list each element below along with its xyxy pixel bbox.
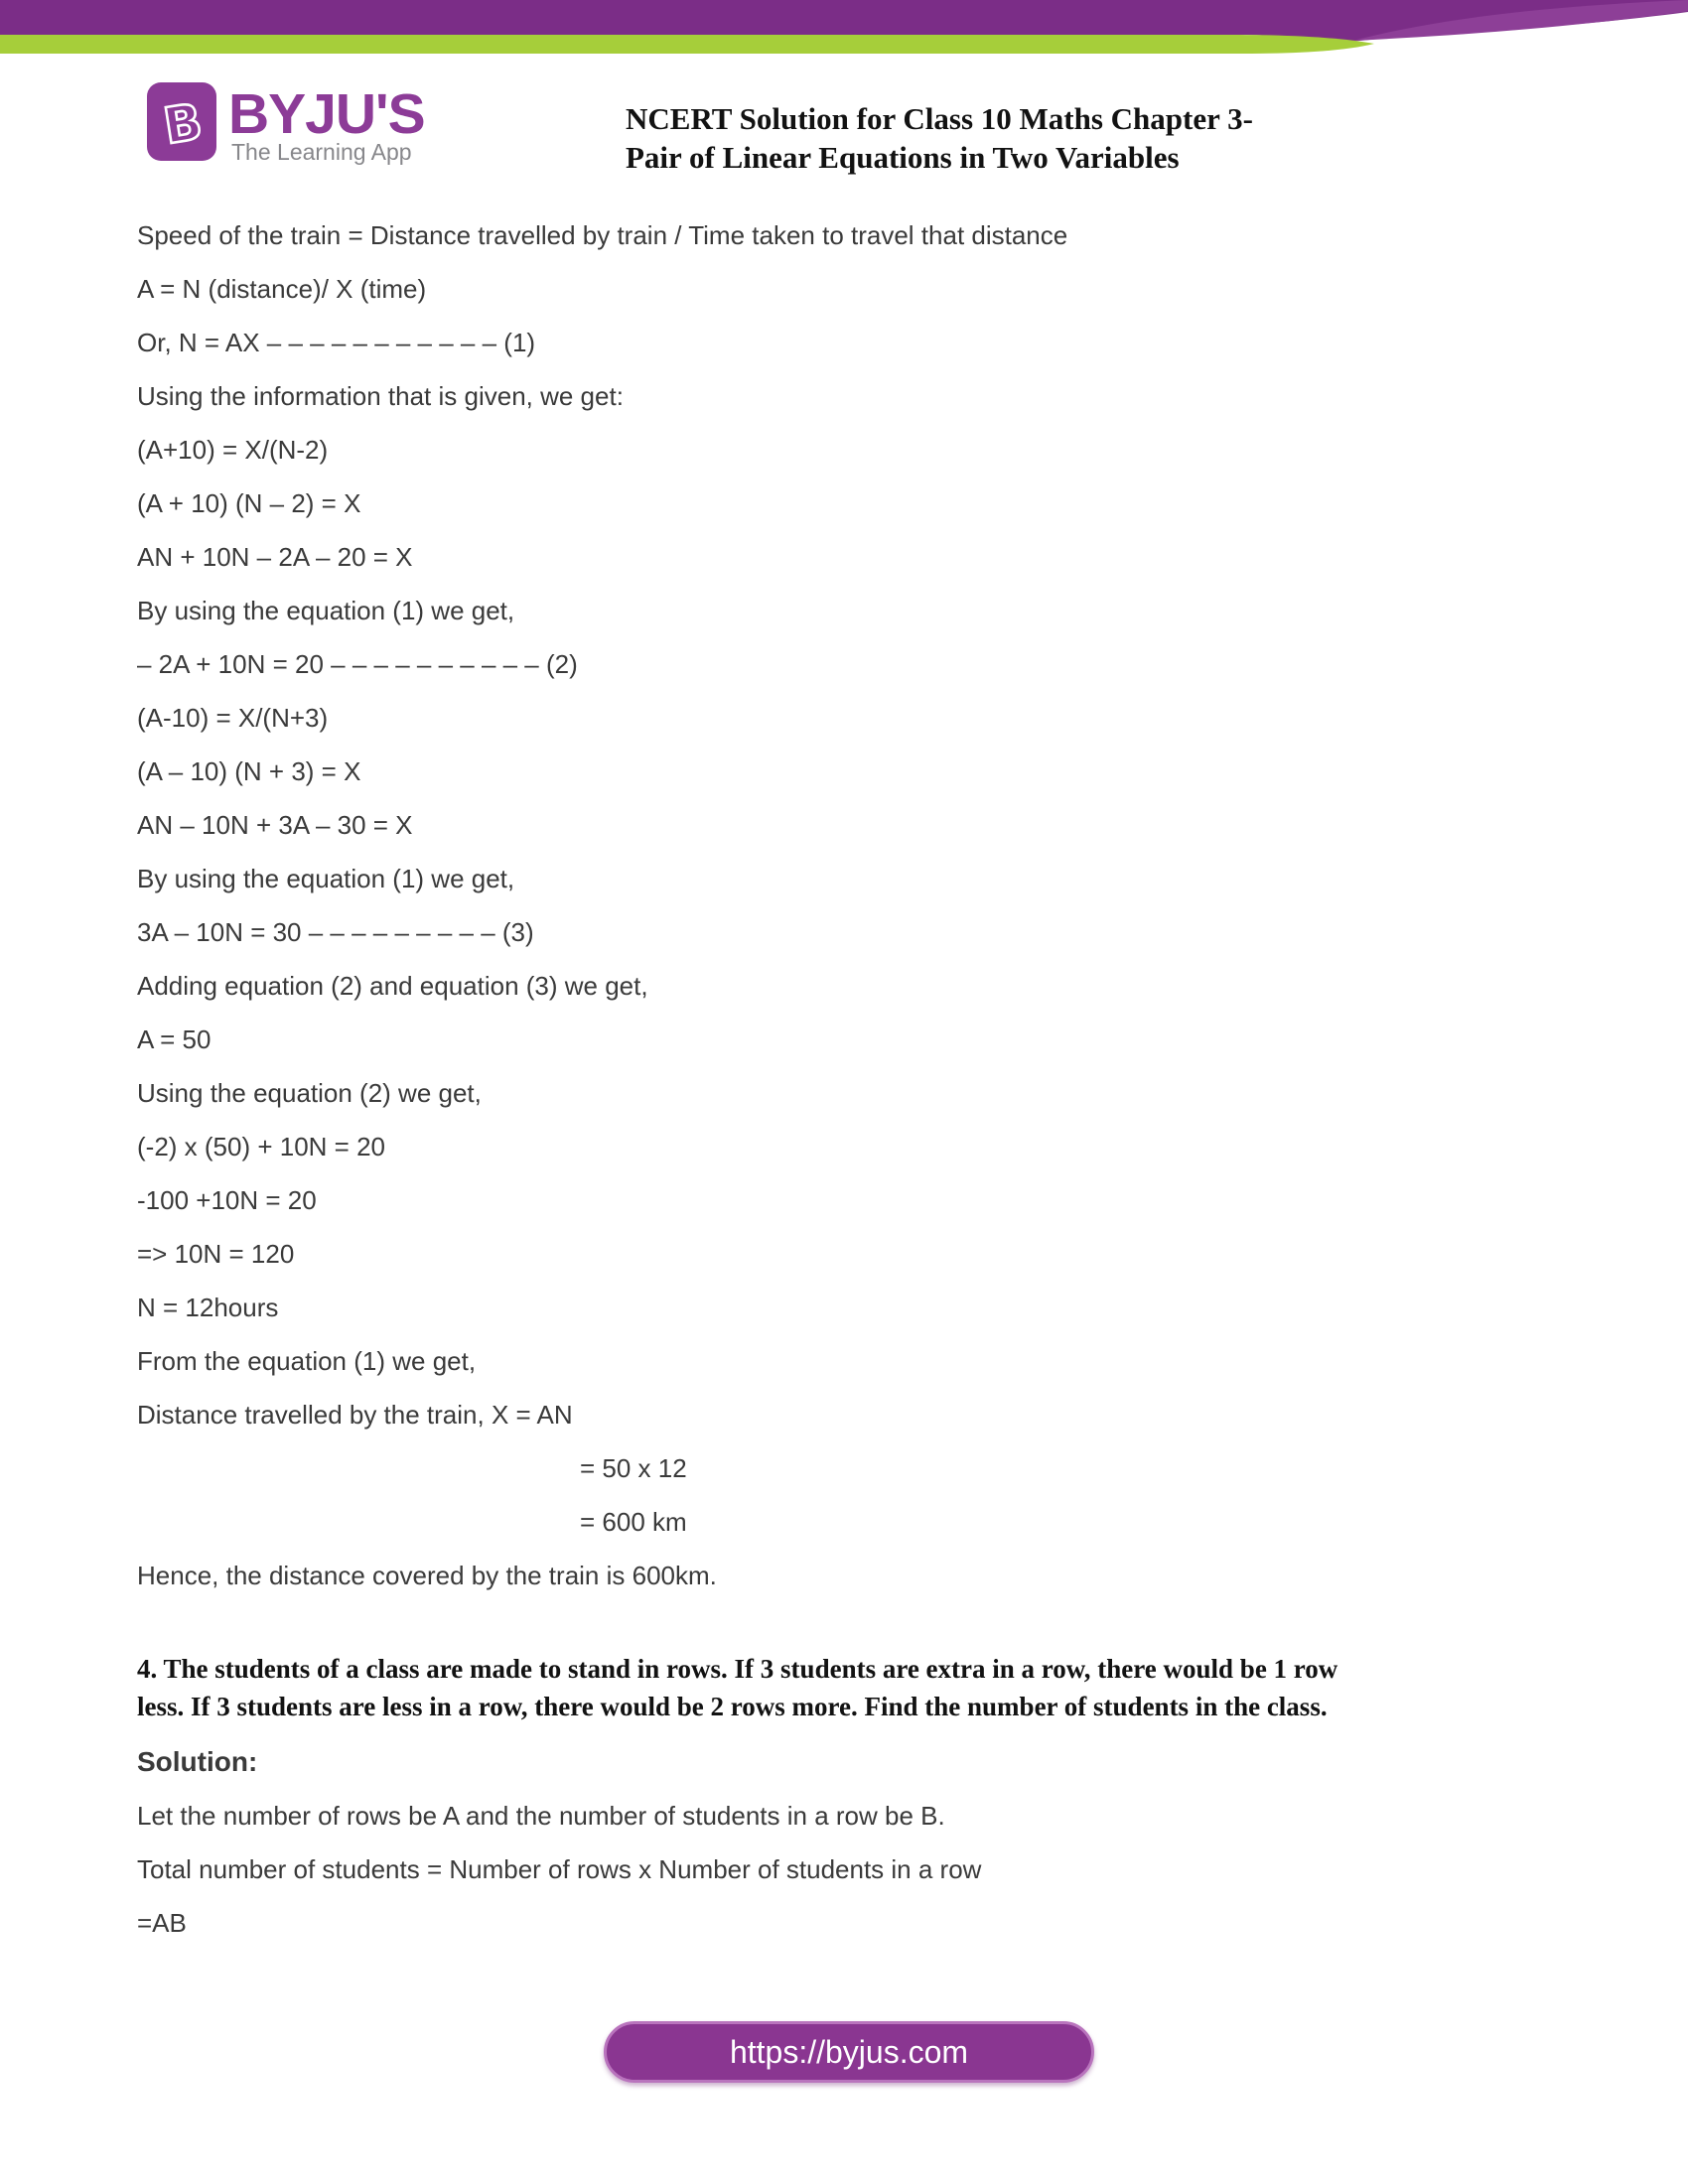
solution-label: Solution:: [137, 1746, 258, 1777]
question-line: 4. The students of a class are made to stand in rows. If 3 students are extra in a row, there would be 1 row: [137, 1654, 1338, 1684]
solution-line: (A + 10) (N – 2) = X: [137, 488, 361, 518]
solution-line: From the equation (1) we get,: [137, 1346, 477, 1376]
solution-line: (A – 10) (N + 3) = X: [137, 756, 361, 786]
logo-b-icon: B: [159, 92, 207, 156]
byjus-logo: [145, 79, 453, 183]
solution-line: Let the number of rows be A and the number of students in a row be B.: [137, 1801, 945, 1831]
solution-line: =AB: [137, 1908, 187, 1938]
question-line: less. If 3 students are less in a row, there would be 2 rows more. Find the number of students in the class.: [137, 1692, 1328, 1721]
doc-title-line1: NCERT Solution for Class 10 Maths Chapter 3-: [626, 101, 1253, 136]
solution-line: = 50 x 12: [580, 1453, 687, 1483]
solution-line: Distance travelled by the train, X = AN: [137, 1400, 573, 1430]
solution-line: A = 50: [137, 1024, 211, 1054]
question-4: [137, 1650, 1577, 1725]
solution-line: Total number of students = Number of rows x Number of students in a row: [137, 1854, 982, 1884]
solution-line: AN + 10N – 2A – 20 = X: [137, 542, 413, 572]
question4-solution-lines: [137, 1801, 1577, 1938]
doc-title: [626, 99, 1380, 177]
solution-line: = 600 km: [580, 1507, 687, 1537]
solution-line: 3A – 10N = 30 – – – – – – – – – (3): [137, 917, 534, 947]
logo-brand-text: BYJU'S: [228, 82, 425, 146]
solution-line: By using the equation (1) we get,: [137, 864, 515, 893]
solution-line: Hence, the distance covered by the train is 600km.: [137, 1561, 717, 1590]
solution-line: -100 +10N = 20: [137, 1185, 317, 1215]
solution-line: A = N (distance)/ X (time): [137, 274, 427, 304]
solution3-lines: [137, 220, 1577, 1590]
footer-url-pill[interactable]: [604, 2021, 1094, 2083]
logo-tagline: The Learning App: [231, 139, 412, 165]
solution-line: N = 12hours: [137, 1293, 279, 1322]
solution-content: [137, 220, 1577, 1962]
green-band-shape: [0, 35, 1374, 54]
solution-line: (-2) x (50) + 10N = 20: [137, 1132, 385, 1161]
solution-line: => 10N = 120: [137, 1239, 295, 1269]
doc-title-line2: Pair of Linear Equations in Two Variables: [626, 140, 1180, 175]
solution-line: Or, N = AX – – – – – – – – – – – (1): [137, 328, 536, 357]
footer-url-text: https://byjus.com: [729, 2034, 969, 2070]
solution-line: – 2A + 10N = 20 – – – – – – – – – – (2): [137, 649, 578, 679]
solution-line: (A-10) = X/(N+3): [137, 703, 329, 733]
solution-line: Speed of the train = Distance travelled by train / Time taken to travel that distance: [137, 220, 1068, 250]
solution-line: Adding equation (2) and equation (3) we get,: [137, 971, 648, 1001]
solution-line: AN – 10N + 3A – 30 = X: [137, 810, 413, 840]
solution-line: Using the equation (2) we get,: [137, 1078, 482, 1108]
solution-line: By using the equation (1) we get,: [137, 596, 515, 625]
solution-line: (A+10) = X/(N-2): [137, 435, 329, 465]
solution-line: Using the information that is given, we get:: [137, 381, 624, 411]
